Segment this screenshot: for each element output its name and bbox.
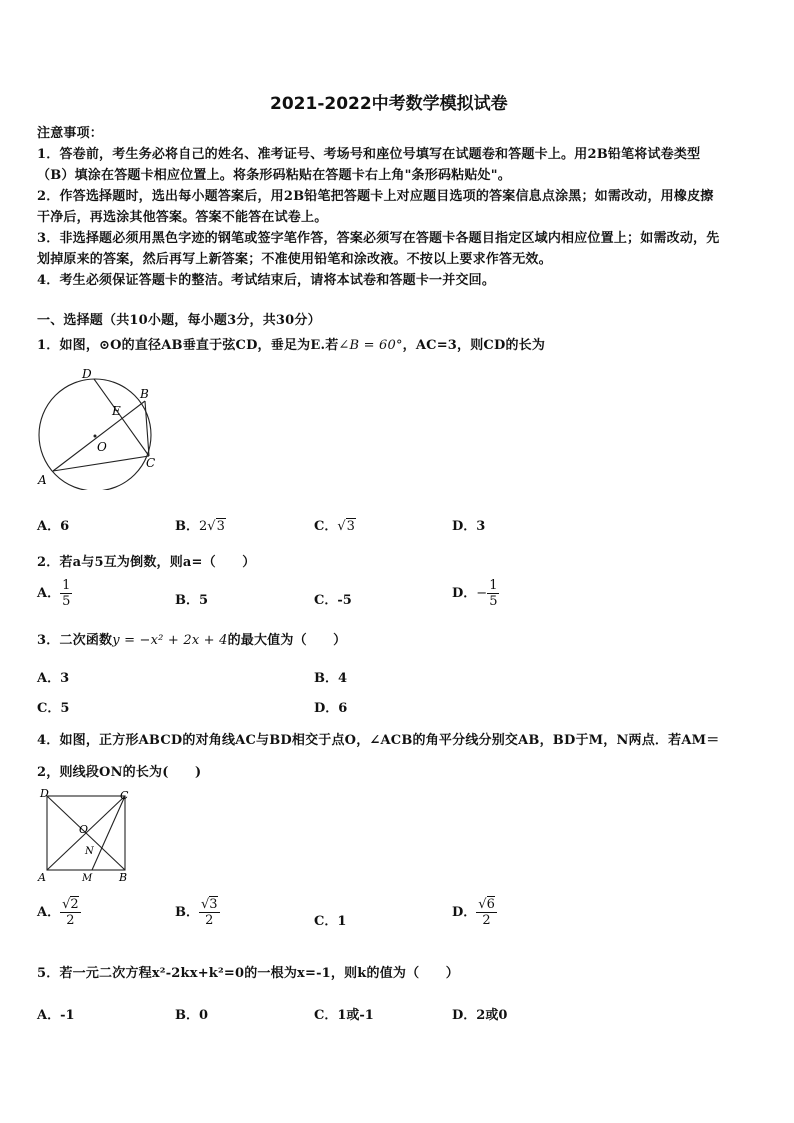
q1-option-c: C．√3	[314, 519, 355, 534]
label-o: O	[97, 440, 107, 454]
question-5-text: 5．若一元二次方程x²-2kx+k²=0的一根为x=-1，则k的值为（ ）	[37, 966, 459, 981]
diameter-ab	[53, 401, 145, 471]
label-a: A	[38, 473, 47, 487]
square-figure	[34, 786, 138, 886]
q1-option-a: A．6	[37, 519, 70, 534]
notice-line: 划掉原来的答案，然后再写上新答案；不准使用铅笔和涂改液。不按以上要求作答无效。	[37, 252, 552, 267]
circle-figure	[30, 360, 170, 490]
center-dot	[94, 435, 97, 438]
notice-line: 2．作答选择题时，选出每小题答案后，用2B铅笔把答题卡上对应题目选项的答案信息点涂黑；如需改动，用橡皮擦	[37, 189, 714, 204]
notice-line: 3．非选择题必须用黑色字迹的钢笔或签字笔作答，答案必须写在答题卡各题目指定区域内相应位置上；如需改动，先	[37, 231, 720, 246]
q2-option-a: A． $\frac{1}{5}$	[37, 578, 71, 609]
q5-option-a: A．-1	[37, 1008, 75, 1023]
label-d: D	[82, 367, 92, 381]
label-e: E	[112, 404, 121, 418]
label-a: A	[38, 871, 46, 884]
notice-line: 干净后，再选涂其他答案。答案不能答在试卷上。	[37, 210, 328, 225]
q5-option-c: C．1或-1	[314, 1008, 374, 1023]
question-4-line1: 4．如图，正方形ABCD的对角线AC与BD相交于点O，∠ACB的角平分线分别交AB，BD于M，N两点．若AM＝	[37, 733, 720, 748]
q3-option-a: A．3	[37, 671, 70, 686]
q5-option-d: D．2或0	[452, 1008, 508, 1023]
q4-option-c: C．1	[314, 914, 347, 929]
chord-bc	[145, 401, 149, 456]
q4-option-d: D． $\frac{√6}{2}$	[452, 897, 495, 928]
label-b: B	[140, 387, 149, 401]
label-n: N	[85, 846, 94, 857]
section-heading: 一、选择题（共10小题，每小题3分，共30分）	[37, 313, 321, 328]
question-1-text: 1．如图，⊙O的直径AB垂直于弦CD，垂足为E.若∠B = 60°，AC=3，则CD的长为	[37, 338, 546, 353]
q4-option-a: A． $\frac{√2}{2}$	[37, 897, 79, 928]
q1-option-b: B．2√3	[175, 519, 225, 534]
label-o: O	[79, 823, 89, 836]
notice-line: 4．考生必须保证答题卡的整洁。考试结束后，请将本试卷和答题卡一并交回。	[37, 273, 496, 288]
page-title: 2021-2022中考数学模拟试卷	[270, 94, 508, 114]
chord-ac	[53, 456, 149, 471]
q1-option-d: D．3	[452, 519, 486, 534]
notice-heading: 注意事项：	[37, 126, 104, 141]
q5-option-b: B．0	[175, 1008, 209, 1023]
q2-option-c: C．-5	[314, 593, 352, 608]
notice-line: （B）填涂在答题卡相应位置上。将条形码粘贴在答题卡右上角"条形码粘贴处"。	[37, 168, 511, 183]
q3-option-c: C．5	[37, 701, 70, 716]
label-d: D	[40, 787, 49, 800]
label-c: C	[146, 456, 156, 470]
notice-line: 1．答卷前，考生务必将自己的姓名、准考证号、考场号和座位号填写在试题卷和答题卡上。用2B铅笔将试卷类型	[37, 147, 701, 162]
label-b: B	[119, 871, 128, 884]
question-2-text: 2．若a与5互为倒数，则a=（ ）	[37, 555, 256, 570]
q3-option-d: D．6	[314, 701, 348, 716]
q2-option-d: D．− $\frac{1}{5}$	[452, 578, 498, 609]
question-3-text: 3．二次函数y = −x² + 2x + 4的最大值为（ ）	[37, 633, 347, 648]
label-c: C	[120, 789, 129, 802]
bisector-cm	[92, 796, 125, 870]
q3-option-b: B．4	[314, 671, 348, 686]
question-4-line2: 2，则线段ON的长为( )	[37, 765, 202, 780]
q2-option-b: B．5	[175, 593, 209, 608]
label-m: M	[82, 873, 93, 884]
q4-option-b: B． $\frac{√3}{2}$	[175, 897, 218, 928]
